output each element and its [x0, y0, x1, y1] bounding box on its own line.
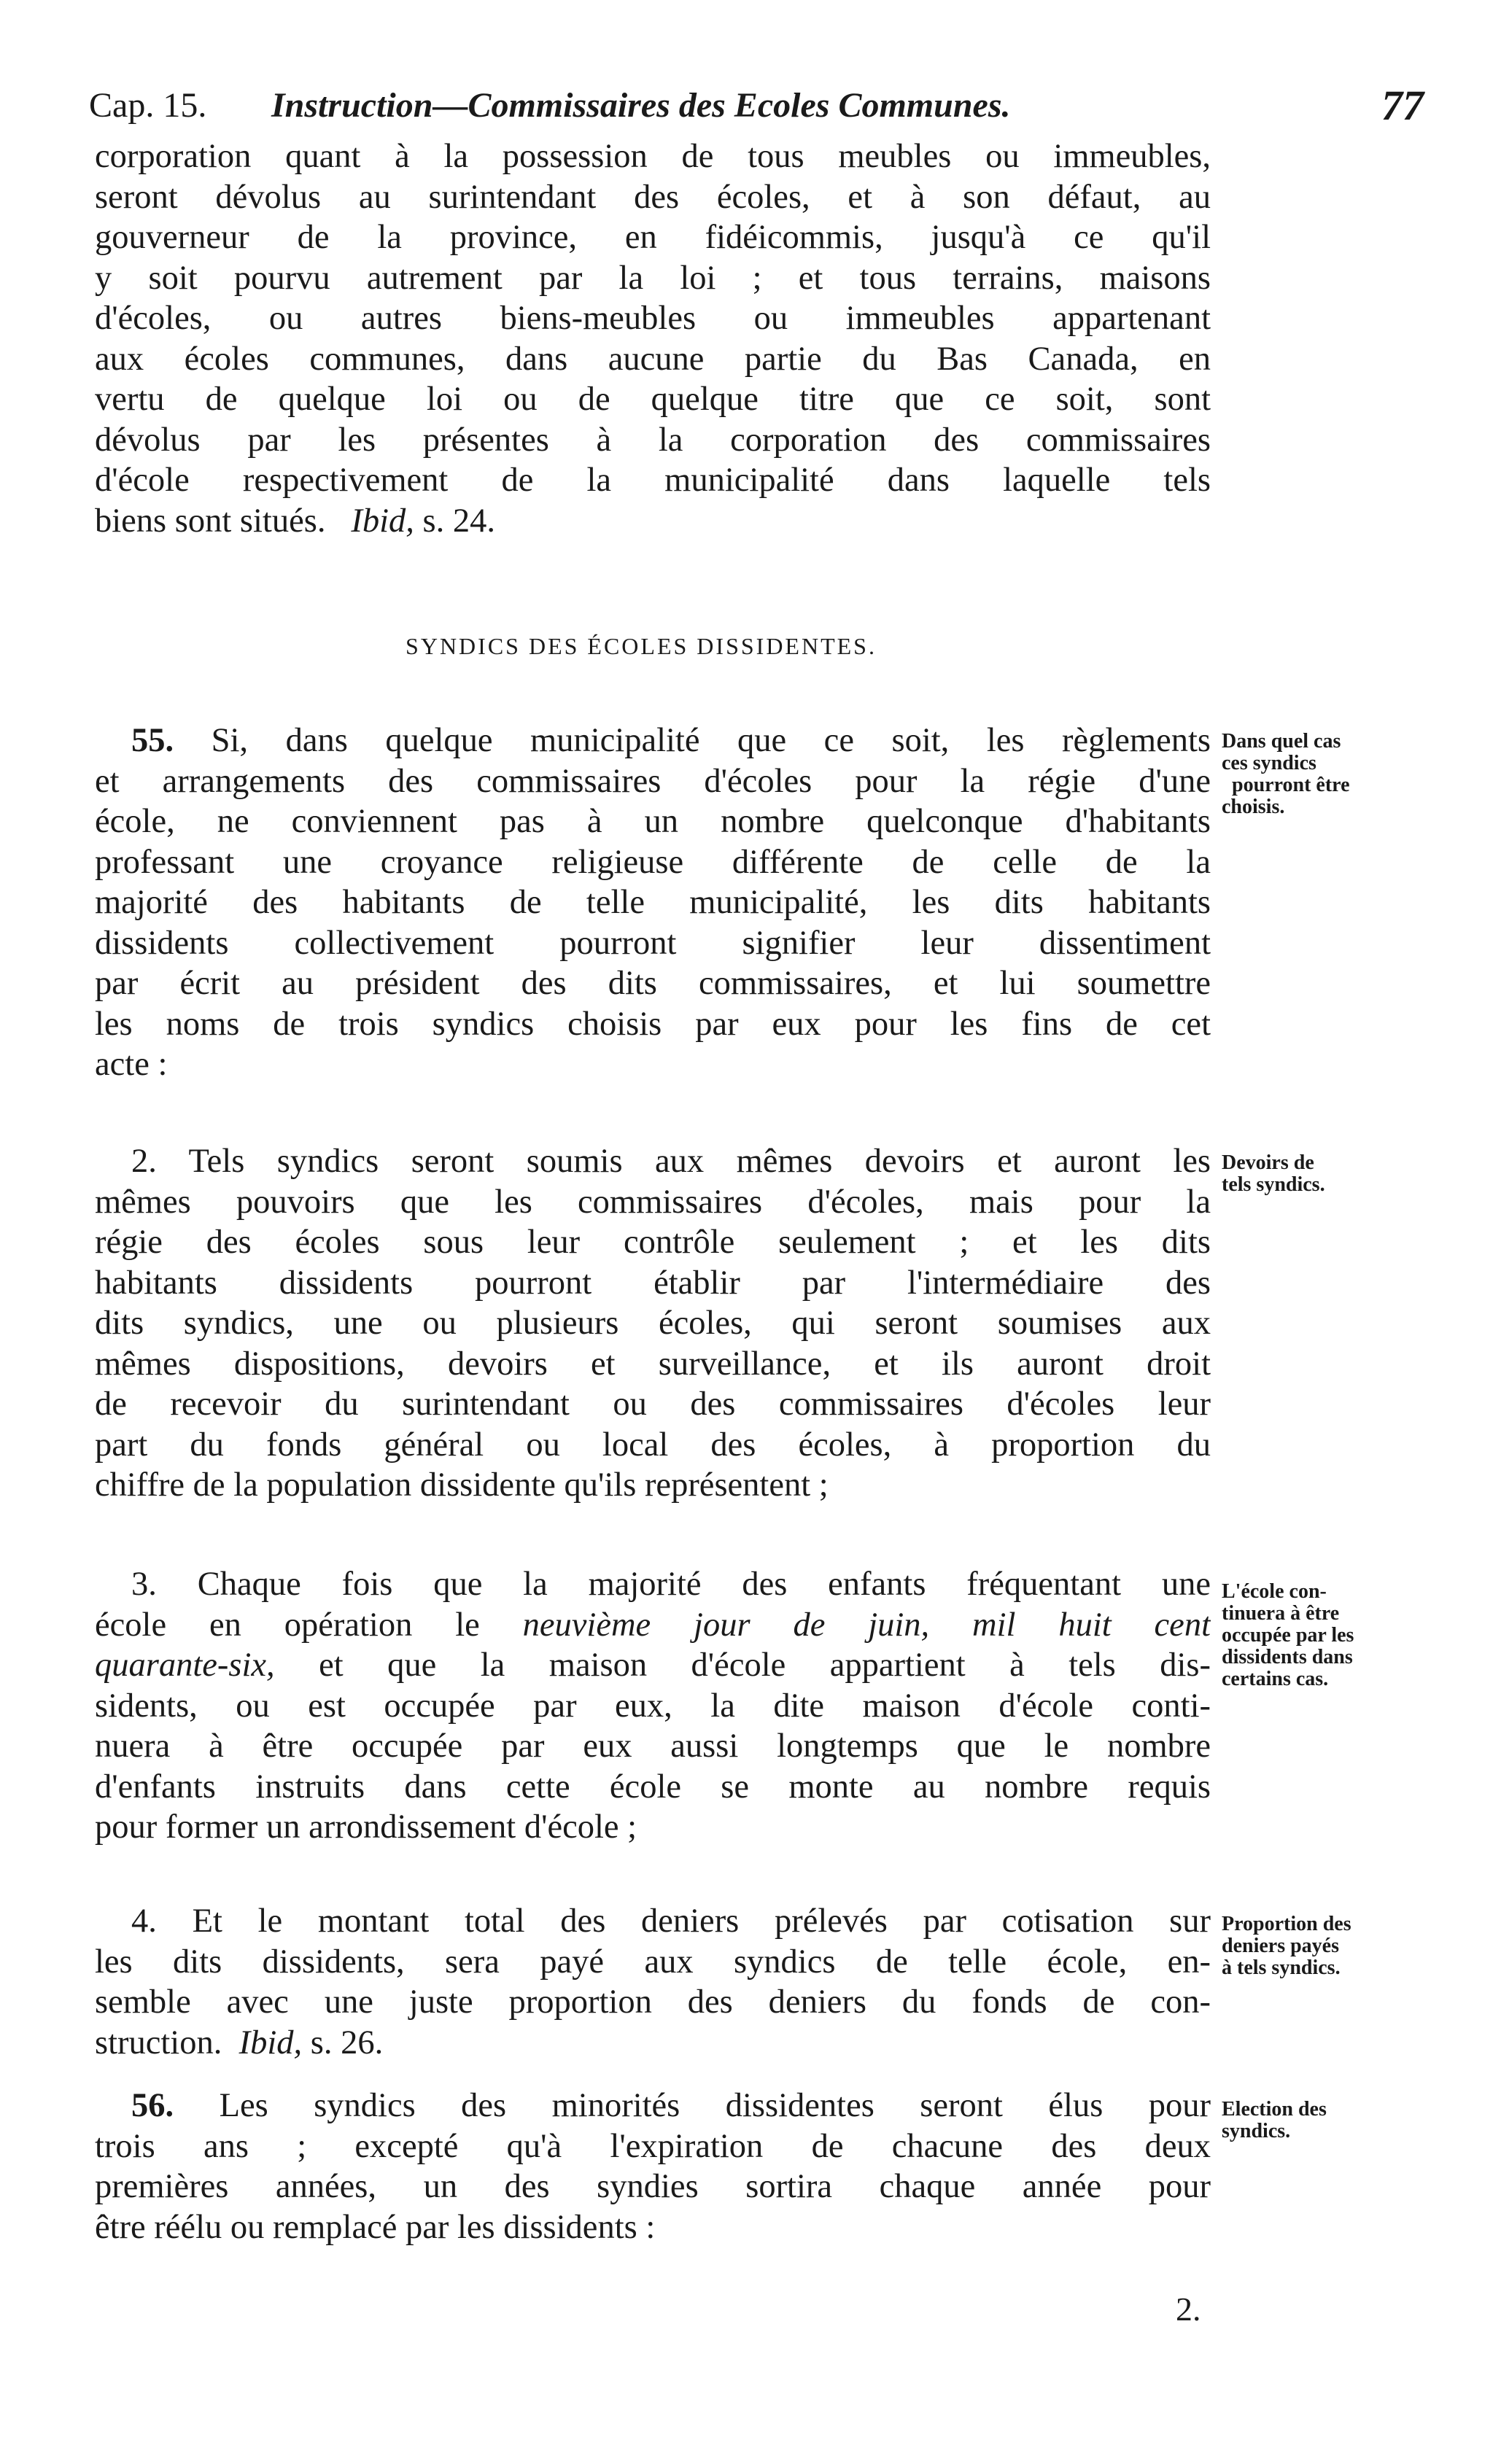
text-fragment: et que la maison d'école appartient à tels dis- — [274, 1647, 1211, 1684]
text-line: 2. Tels syndics seront soumis aux mêmes devoirs et auront les — [131, 1143, 1211, 1180]
ibid-citation: Ibid, — [238, 2024, 303, 2061]
text-line: et arrangements des commissaires d'écoles pour la régie d'une — [95, 762, 1211, 800]
margin-note-56 — [1222, 2099, 1484, 2142]
margin-line: dissidents dans — [1222, 1646, 1353, 1668]
text-line: gouverneur de la province, en fidéicommis, jusqu'à ce qu'il — [95, 219, 1211, 256]
running-header — [89, 77, 1424, 135]
margin-line: L'école con- — [1222, 1580, 1327, 1603]
subsection-2 — [95, 1141, 1211, 1506]
margin-line: ces syndics — [1222, 752, 1316, 774]
subsection-3 — [95, 1564, 1211, 1848]
text-line: nuera à être occupée par eux aussi longtemps que le nombre — [95, 1727, 1211, 1765]
margin-note-55 — [1222, 731, 1484, 818]
margin-line: à tels syndics. — [1222, 1956, 1341, 1979]
text-line — [95, 2023, 1211, 2064]
text-line: 4. Et le montant total des deniers prélevés par cotisation sur — [131, 1903, 1211, 1940]
text-fragment: struction. — [95, 2024, 222, 2061]
margin-note-4 — [1222, 1913, 1484, 1979]
margin-line: Proportion des — [1222, 1913, 1351, 1935]
text-line: 3. Chaque fois que la majorité des enfants fréquentant une — [131, 1566, 1211, 1603]
date-text: quarante-six, — [95, 1647, 275, 1684]
text-line: professant une croyance religieuse différente de celle de la — [95, 843, 1211, 881]
text-line: pour former un arrondissement d'école ; — [95, 1808, 637, 1846]
text-line: acte : — [95, 1046, 168, 1083]
text-line: part du fonds général ou local des écoles, à proportion du — [95, 1426, 1211, 1464]
section-56 — [95, 2086, 1211, 2247]
section-ref: s. 26. — [302, 2024, 384, 2061]
margin-line: Devoirs de — [1222, 1151, 1314, 1174]
text-line: être réélu ou remplacé par les dissidents : — [95, 2208, 656, 2246]
margin-line: pourront être — [1232, 774, 1350, 796]
text-line: y soit pourvu autrement par la loi ; et tous terrains, maisons — [95, 259, 1211, 297]
text-line: d'école respectivement de la municipalité dans laquelle tels — [95, 462, 1211, 499]
text-line: corporation quant à la possession de tous meubles ou immeubles, — [95, 138, 1211, 175]
text-fragment: biens sont situés. — [95, 502, 326, 540]
section-heading: SYNDICS DES ÉCOLES DISSIDENTES. — [406, 633, 877, 659]
text-fragment: école en opération le — [95, 1606, 523, 1644]
margin-note-3 — [1222, 1581, 1484, 1690]
text-line — [95, 720, 1211, 761]
margin-line: tels syndics. — [1222, 1173, 1325, 1196]
text-line: mêmes dispositions, devoirs et surveillance, et ils auront droit — [95, 1345, 1211, 1383]
section-number: 56. — [131, 2087, 174, 2124]
text-line: seront dévolus au surintendant des écoles, et à son défaut, au — [95, 178, 1211, 216]
text-line: de recevoir du surintendant ou des commissaires d'écoles leur — [95, 1385, 1211, 1423]
text-line: habitants dissidents pourront établir par l'intermédiaire des — [95, 1264, 1211, 1302]
subsection-4 — [95, 1901, 1211, 2063]
date-text: neuvième jour de juin, mil huit cent — [522, 1606, 1211, 1644]
chapter-label: Cap. 15. — [89, 86, 207, 125]
text-line: par écrit au président des dits commissaires, et lui soumettre — [95, 965, 1211, 1002]
text-line — [95, 2086, 1211, 2126]
text-line: les dits dissidents, sera payé aux syndics de telle école, en- — [95, 1943, 1211, 1981]
text-line: chiffre de la population dissidente qu'ils représentent ; — [95, 1466, 829, 1504]
text-line: aux écoles communes, dans aucune partie du Bas Canada, en — [95, 340, 1211, 378]
section-ref: s. 24. — [414, 502, 495, 540]
text-line: les noms de trois syndics choisis par eux pour les fins de cet — [95, 1005, 1211, 1043]
text-line: école, ne conviennent pas à un nombre quelconque d'habitants — [95, 803, 1211, 840]
text-line: d'enfants instruits dans cette école se monte au nombre requis — [95, 1768, 1211, 1806]
text-line: dissidents collectivement pourront signifier leur dissentiment — [95, 924, 1211, 962]
text-line: dévolus par les présentes à la corporation des commissaires — [95, 421, 1211, 459]
text-line: semble avec une juste proportion des deniers du fonds de con- — [95, 1983, 1211, 2021]
text-fragment: Les syndics des minorités dissidentes seront élus pour — [174, 2087, 1211, 2124]
margin-line: syndics. — [1222, 2120, 1291, 2142]
signature-mark: 2. — [1176, 2290, 1201, 2328]
margin-line: occupée par les — [1222, 1624, 1354, 1647]
margin-line: deniers payés — [1222, 1935, 1339, 1957]
text-line — [95, 1645, 1211, 1686]
section-55 — [95, 720, 1211, 1085]
header-title: Instruction—Commissaires des Ecoles Communes. — [271, 86, 1011, 125]
text-line: sidents, ou est occupée par eux, la dite maison d'école conti- — [95, 1687, 1211, 1725]
margin-line: choisis. — [1222, 796, 1285, 818]
text-fragment: Si, dans quelque municipalité que ce soit, les règlements — [174, 722, 1211, 759]
margin-line: tinuera à être — [1222, 1602, 1340, 1625]
ibid-citation: Ibid, — [351, 502, 414, 540]
margin-line: Election des — [1222, 2098, 1327, 2121]
text-line: mêmes pouvoirs que les commissaires d'écoles, mais pour la — [95, 1183, 1211, 1221]
text-line: trois ans ; excepté qu'à l'expiration de chacune des deux — [95, 2127, 1211, 2165]
margin-line: Dans quel cas — [1222, 730, 1341, 753]
section-number: 55. — [131, 722, 174, 759]
margin-note-2 — [1222, 1152, 1484, 1196]
text-line: d'écoles, ou autres biens-meubles ou immeubles appartenant — [95, 300, 1211, 337]
text-line: premières années, un des syndies sortira chaque année pour — [95, 2168, 1211, 2205]
text-line: dits syndics, une ou plusieurs écoles, qui seront soumises aux — [95, 1305, 1211, 1342]
page-number: 77 — [1381, 82, 1424, 129]
text-line: majorité des habitants de telle municipalité, les dits habitants — [95, 884, 1211, 921]
margin-line: certains cas. — [1222, 1668, 1329, 1690]
text-line: vertu de quelque loi ou de quelque titre que ce soit, sont — [95, 381, 1211, 418]
text-line: régie des écoles sous leur contrôle seulement ; et les dits — [95, 1224, 1211, 1261]
intro-paragraph — [95, 136, 1211, 541]
text-line — [95, 501, 1211, 542]
text-line — [95, 1605, 1211, 1646]
